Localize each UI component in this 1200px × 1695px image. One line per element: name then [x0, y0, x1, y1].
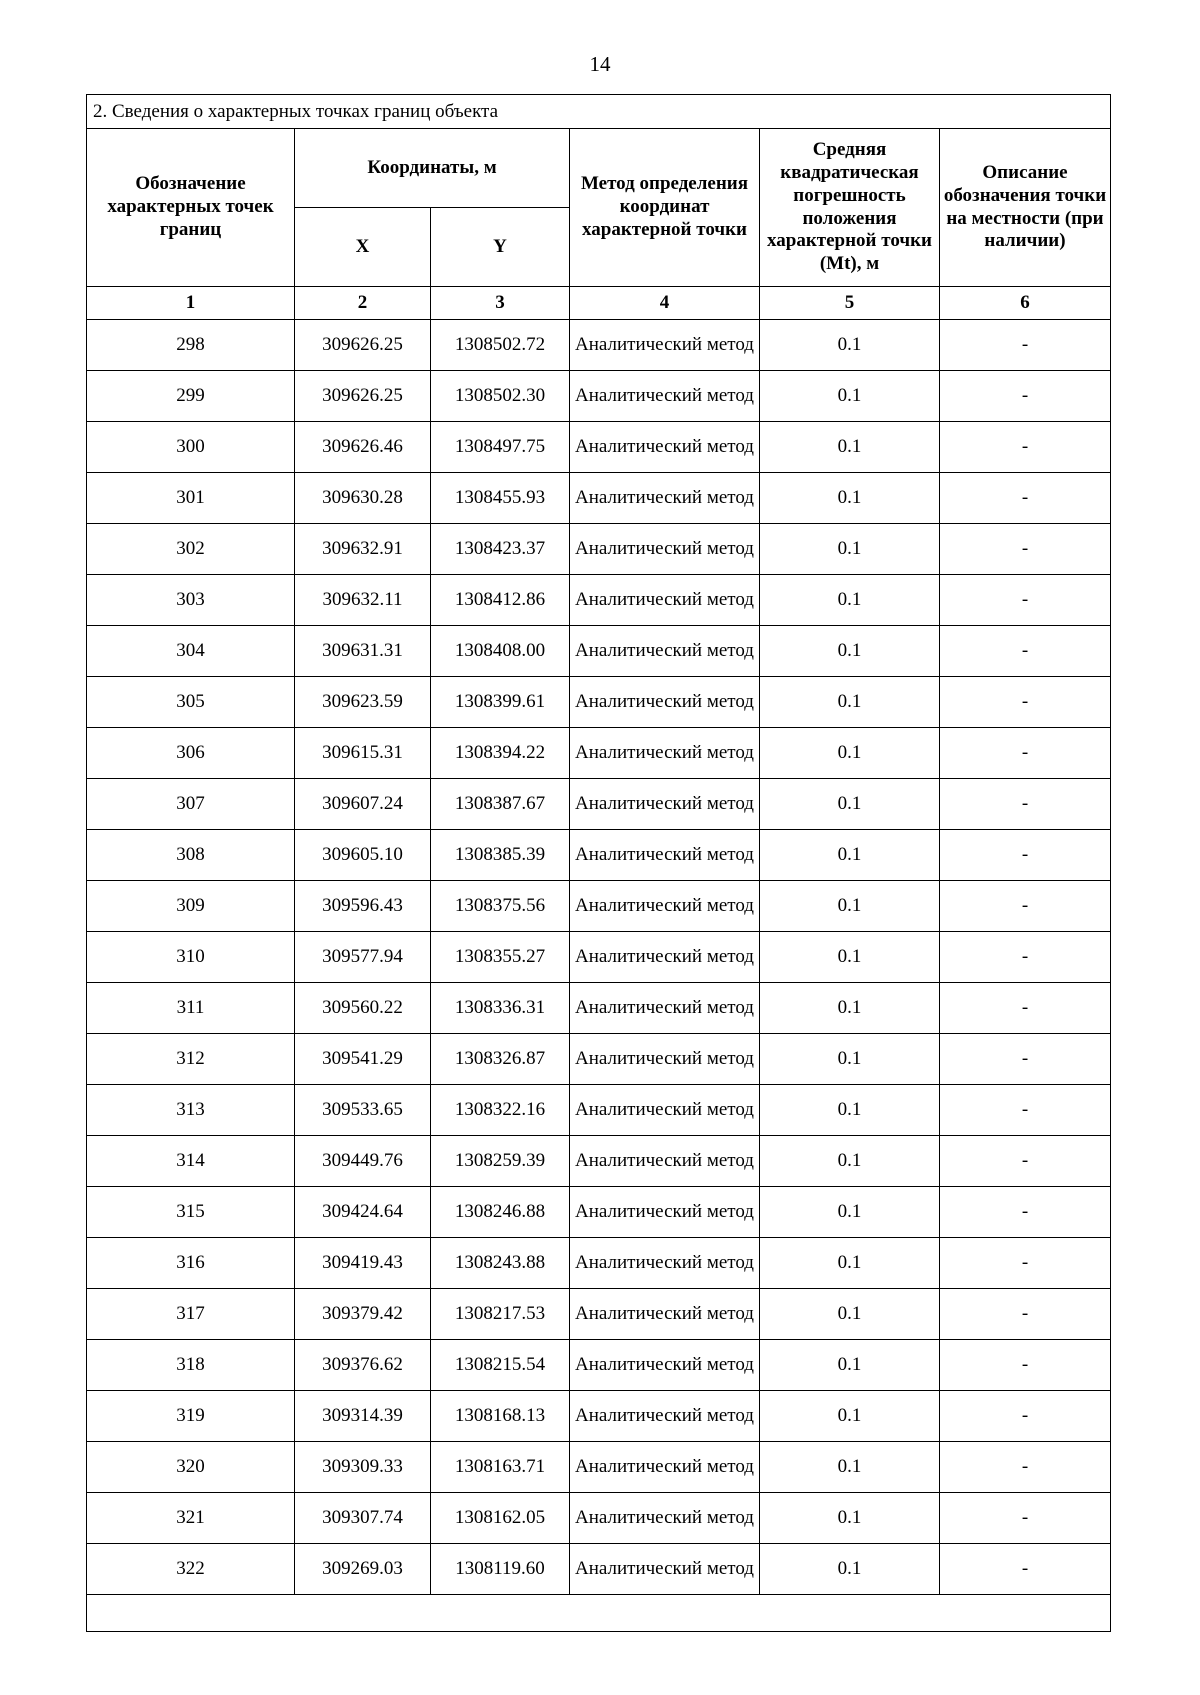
cell-point: 310: [87, 932, 295, 983]
cell-y: 1308412.86: [431, 575, 570, 626]
cell-method: Аналитический метод: [570, 371, 760, 422]
table-row: [87, 1187, 1111, 1238]
cell-description: -: [940, 728, 1111, 779]
table-row: [87, 1340, 1111, 1391]
table-row: [87, 1034, 1111, 1085]
cell-method: Аналитический метод: [570, 1391, 760, 1442]
table-row: [87, 473, 1111, 524]
cell-description: -: [940, 1136, 1111, 1187]
cell-point: 312: [87, 1034, 295, 1085]
cell-method: Аналитический метод: [570, 320, 760, 371]
cell-x: 309623.59: [295, 677, 431, 728]
table-row: [87, 626, 1111, 677]
cell-point: 318: [87, 1340, 295, 1391]
table-body: [87, 320, 1111, 1595]
cell-point: 301: [87, 473, 295, 524]
cell-mt: 0.1: [760, 983, 940, 1034]
table-row: [87, 422, 1111, 473]
cell-method: Аналитический метод: [570, 575, 760, 626]
cell-method: Аналитический метод: [570, 983, 760, 1034]
table-row: [87, 575, 1111, 626]
cell-mt: 0.1: [760, 320, 940, 371]
cell-mt: 0.1: [760, 830, 940, 881]
cell-mt: 0.1: [760, 1391, 940, 1442]
cell-description: -: [940, 1289, 1111, 1340]
table-row: [87, 371, 1111, 422]
table-row: [87, 779, 1111, 830]
cell-description: -: [940, 830, 1111, 881]
cell-description: -: [940, 626, 1111, 677]
cell-mt: 0.1: [760, 881, 940, 932]
cell-x: 309449.76: [295, 1136, 431, 1187]
header-mean-square-error: Средняя квадратическая погрешность положения характерной точки (Mt), м: [760, 129, 940, 287]
cell-description: -: [940, 779, 1111, 830]
table-row: [87, 1442, 1111, 1493]
cell-point: 314: [87, 1136, 295, 1187]
header-y: Y: [431, 208, 570, 287]
cell-description: -: [940, 1034, 1111, 1085]
cell-method: Аналитический метод: [570, 1493, 760, 1544]
cell-x: 309607.24: [295, 779, 431, 830]
cell-point: 300: [87, 422, 295, 473]
cell-point: 303: [87, 575, 295, 626]
cell-method: Аналитический метод: [570, 728, 760, 779]
table-row: [87, 932, 1111, 983]
table-row: [87, 524, 1111, 575]
cell-method: Аналитический метод: [570, 1544, 760, 1595]
cell-mt: 0.1: [760, 524, 940, 575]
column-number-2: 2: [295, 287, 431, 320]
cell-y: 1308336.31: [431, 983, 570, 1034]
cell-y: 1308387.67: [431, 779, 570, 830]
cell-point: 308: [87, 830, 295, 881]
cell-y: 1308375.56: [431, 881, 570, 932]
cell-mt: 0.1: [760, 1442, 940, 1493]
column-number-3: 3: [431, 287, 570, 320]
cell-x: 309605.10: [295, 830, 431, 881]
cell-method: Аналитический метод: [570, 422, 760, 473]
cell-description: -: [940, 881, 1111, 932]
cell-point: 305: [87, 677, 295, 728]
cell-point: 313: [87, 1085, 295, 1136]
cell-description: -: [940, 1238, 1111, 1289]
table-row: [87, 1544, 1111, 1595]
cell-method: Аналитический метод: [570, 1289, 760, 1340]
cell-description: -: [940, 1187, 1111, 1238]
cell-method: Аналитический метод: [570, 1085, 760, 1136]
cell-point: 316: [87, 1238, 295, 1289]
cell-method: Аналитический метод: [570, 932, 760, 983]
cell-description: -: [940, 677, 1111, 728]
cell-x: 309560.22: [295, 983, 431, 1034]
cell-description: -: [940, 1493, 1111, 1544]
cell-method: Аналитический метод: [570, 830, 760, 881]
cell-mt: 0.1: [760, 1136, 940, 1187]
cell-point: 317: [87, 1289, 295, 1340]
cell-y: 1308502.72: [431, 320, 570, 371]
cell-y: 1308322.16: [431, 1085, 570, 1136]
cell-description: -: [940, 983, 1111, 1034]
table-row: [87, 1289, 1111, 1340]
cell-point: 322: [87, 1544, 295, 1595]
cell-x: 309630.28: [295, 473, 431, 524]
cell-y: 1308385.39: [431, 830, 570, 881]
cell-method: Аналитический метод: [570, 779, 760, 830]
cell-y: 1308217.53: [431, 1289, 570, 1340]
cell-method: Аналитический метод: [570, 1340, 760, 1391]
column-number-4: 4: [570, 287, 760, 320]
cell-mt: 0.1: [760, 1544, 940, 1595]
cell-x: 309424.64: [295, 1187, 431, 1238]
cell-description: -: [940, 1391, 1111, 1442]
cell-point: 307: [87, 779, 295, 830]
cell-mt: 0.1: [760, 626, 940, 677]
column-number-1: 1: [87, 287, 295, 320]
table-row: [87, 320, 1111, 371]
cell-point: 298: [87, 320, 295, 371]
header-method: Метод определения координат характерной точки: [570, 129, 760, 287]
cell-point: 304: [87, 626, 295, 677]
cell-x: 309626.46: [295, 422, 431, 473]
cell-method: Аналитический метод: [570, 524, 760, 575]
cell-mt: 0.1: [760, 779, 940, 830]
cell-y: 1308394.22: [431, 728, 570, 779]
table-row: [87, 830, 1111, 881]
cell-method: Аналитический метод: [570, 1442, 760, 1493]
cell-y: 1308162.05: [431, 1493, 570, 1544]
cell-y: 1308168.13: [431, 1391, 570, 1442]
cell-description: -: [940, 575, 1111, 626]
cell-y: 1308423.37: [431, 524, 570, 575]
cell-y: 1308355.27: [431, 932, 570, 983]
cell-mt: 0.1: [760, 575, 940, 626]
cell-x: 309314.39: [295, 1391, 431, 1442]
cell-mt: 0.1: [760, 1289, 940, 1340]
cell-point: 299: [87, 371, 295, 422]
table-row: [87, 881, 1111, 932]
cell-method: Аналитический метод: [570, 626, 760, 677]
cell-x: 309307.74: [295, 1493, 431, 1544]
cell-mt: 0.1: [760, 728, 940, 779]
cell-y: 1308502.30: [431, 371, 570, 422]
cell-method: Аналитический метод: [570, 1136, 760, 1187]
cell-x: 309533.65: [295, 1085, 431, 1136]
cell-mt: 0.1: [760, 371, 940, 422]
cell-method: Аналитический метод: [570, 1034, 760, 1085]
cell-mt: 0.1: [760, 1187, 940, 1238]
cell-description: -: [940, 1544, 1111, 1595]
cell-y: 1308408.00: [431, 626, 570, 677]
cell-point: 321: [87, 1493, 295, 1544]
cell-x: 309419.43: [295, 1238, 431, 1289]
table-row: [87, 1085, 1111, 1136]
section-title: 2. Сведения о характерных точках границ объекта: [87, 95, 1111, 129]
cell-x: 309376.62: [295, 1340, 431, 1391]
cell-point: 309: [87, 881, 295, 932]
cell-y: 1308497.75: [431, 422, 570, 473]
table-footer-blank: [87, 1595, 1111, 1632]
cell-description: -: [940, 1442, 1111, 1493]
table-row: [87, 728, 1111, 779]
cell-mt: 0.1: [760, 1340, 940, 1391]
cell-x: 309309.33: [295, 1442, 431, 1493]
cell-description: -: [940, 473, 1111, 524]
cell-x: 309577.94: [295, 932, 431, 983]
boundary-points-table: [86, 94, 1111, 1632]
cell-mt: 0.1: [760, 422, 940, 473]
cell-mt: 0.1: [760, 677, 940, 728]
cell-description: -: [940, 1085, 1111, 1136]
header-x: X: [295, 208, 431, 287]
cell-point: 306: [87, 728, 295, 779]
cell-point: 320: [87, 1442, 295, 1493]
cell-description: -: [940, 932, 1111, 983]
cell-x: 309615.31: [295, 728, 431, 779]
cell-description: -: [940, 320, 1111, 371]
cell-mt: 0.1: [760, 1034, 940, 1085]
table-row: [87, 983, 1111, 1034]
cell-method: Аналитический метод: [570, 881, 760, 932]
cell-x: 309626.25: [295, 371, 431, 422]
table-row: [87, 1136, 1111, 1187]
cell-point: 311: [87, 983, 295, 1034]
column-number-5: 5: [760, 287, 940, 320]
cell-point: 319: [87, 1391, 295, 1442]
table-row: [87, 1391, 1111, 1442]
cell-y: 1308455.93: [431, 473, 570, 524]
cell-mt: 0.1: [760, 473, 940, 524]
cell-mt: 0.1: [760, 1085, 940, 1136]
table-row: [87, 1238, 1111, 1289]
cell-x: 309632.91: [295, 524, 431, 575]
cell-method: Аналитический метод: [570, 473, 760, 524]
cell-y: 1308243.88: [431, 1238, 570, 1289]
header-point-description: Описание обозначения точки на местности (при наличии): [940, 129, 1111, 287]
cell-y: 1308215.54: [431, 1340, 570, 1391]
column-number-6: 6: [940, 287, 1111, 320]
cell-description: -: [940, 1340, 1111, 1391]
cell-method: Аналитический метод: [570, 1238, 760, 1289]
cell-method: Аналитический метод: [570, 1187, 760, 1238]
header-point-designation: Обозначение характерных точек границ: [87, 129, 295, 287]
cell-x: 309269.03: [295, 1544, 431, 1595]
cell-y: 1308163.71: [431, 1442, 570, 1493]
cell-description: -: [940, 422, 1111, 473]
cell-point: 315: [87, 1187, 295, 1238]
header-coordinates: Координаты, м: [295, 129, 570, 208]
cell-x: 309631.31: [295, 626, 431, 677]
cell-y: 1308399.61: [431, 677, 570, 728]
cell-mt: 0.1: [760, 932, 940, 983]
cell-x: 309379.42: [295, 1289, 431, 1340]
cell-description: -: [940, 371, 1111, 422]
cell-mt: 0.1: [760, 1493, 940, 1544]
table-row: [87, 1493, 1111, 1544]
cell-y: 1308119.60: [431, 1544, 570, 1595]
cell-y: 1308246.88: [431, 1187, 570, 1238]
page-number: 14: [589, 52, 611, 76]
cell-point: 302: [87, 524, 295, 575]
cell-y: 1308259.39: [431, 1136, 570, 1187]
cell-method: Аналитический метод: [570, 677, 760, 728]
cell-description: -: [940, 524, 1111, 575]
cell-x: 309541.29: [295, 1034, 431, 1085]
cell-y: 1308326.87: [431, 1034, 570, 1085]
cell-x: 309632.11: [295, 575, 431, 626]
cell-x: 309596.43: [295, 881, 431, 932]
cell-x: 309626.25: [295, 320, 431, 371]
cell-mt: 0.1: [760, 1238, 940, 1289]
table-row: [87, 677, 1111, 728]
